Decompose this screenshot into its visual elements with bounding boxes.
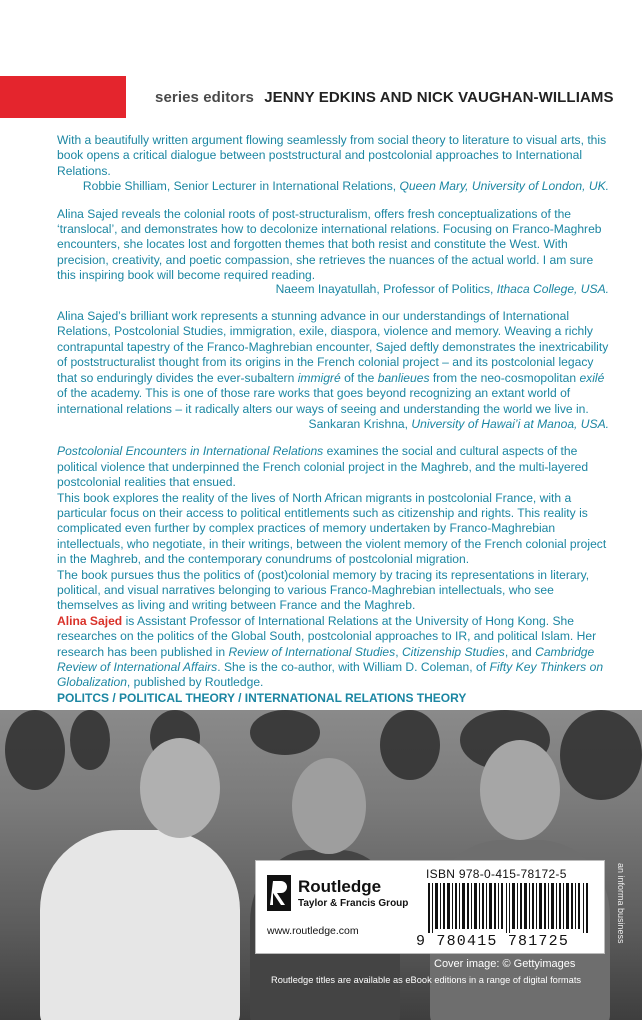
publisher-tagline: an informa business [616, 863, 626, 944]
subject-categories: POLITCS / POLITICAL THEORY / INTERNATIONAL RELATIONS THEORY [57, 690, 467, 705]
endorsement-2 [57, 207, 609, 297]
description-paragraph-3: The book pursues thus the politics of (post)colonial memory by tracing its representations in literary, political, and visual narratives belonging to various Franco-Maghrebian intellectuals, who see themselves as living and writing between France and the Maghreb. [57, 567, 590, 613]
routledge-logo-icon [267, 875, 291, 911]
endorsement-text: Alina Sajed reveals the colonial roots of post-structuralism, offers fresh conceptualizations of the ‘translocal’, and demonstrates how to decolonize international relations. Focusing on Franco-Maghreb encounters, she locates lost and forgotten themes that both resist and constitute the West. With precision, creativity, and poetic compassion, she retrieves the nuances of the actual world. I am sure this inspiring book will become required reading. [57, 206, 602, 283]
endorsement-attribution: Sankaran Krishna, University of Hawai’i at Manoa, USA. [308, 416, 609, 431]
author-name: Alina Sajed [57, 613, 123, 628]
book-title: Postcolonial Encounters in International Relations [57, 444, 324, 459]
author-bio: Alina Sajed is Assistant Professor of International Relations at the University of Hong Kong. She researches on the politics of the Global South, postcolonial approaches to IR, and political Islam. Her research has been published in Review of International Studies, Citizenship Studies, and Cambridge Review of International Affairs. She is the co-author, with William D. Coleman, of Fifty Key Thinkers on Globalization, published by Routledge. [57, 613, 604, 690]
endorsement-text: Alina Sajed’s brilliant work represents a stunning advance in our understandings of International Relations, Postcolonial Studies, immigration, exile, diaspora, violence and memory. Weaving a richly contrapuntal tapestry of the Franco-Maghrebian encounter, Sajed deftly demonstrates the inextricability of poststructuralist thought from its origins in the French colonial project – and its postcolonial legacy that so enduringly divides the ever-subaltern immigré of the banlieues from the neo-cosmopolitan exilé of the academy. This is one of those rare works that goes beyond recognizing an extant world of international relations – it radically alters our ways of seeing and understanding the world we live in. [57, 309, 609, 416]
cover-image-credit: Cover image: © Gettyimages [434, 958, 576, 970]
isbn-number: ISBN 978-0-415-78172-5 [426, 867, 567, 881]
series-editors-names: JENNY EDKINS AND NICK VAUGHAN-WILLIAMS [264, 89, 614, 106]
endorsement-text: With a beautifully written argument flowing seamlessly from social theory to literature to visual arts, this book opens a critical dialogue between poststructural and postcolonial approaches to International Relations. [57, 133, 607, 178]
endorsement-attribution: Robbie Shilliam, Senior Lecturer in International Relations, Queen Mary, University of London, UK. [82, 179, 609, 194]
publisher-group: Taylor & Francis Group [298, 898, 409, 909]
barcode [426, 883, 594, 933]
series-editors-label: series editors [155, 89, 254, 106]
publisher-name: Routledge [298, 877, 382, 896]
isbn-barcode-panel [255, 860, 605, 954]
ebook-availability-note: Routledge titles are available as eBook editions in a range of digital formats [271, 975, 582, 985]
endorsement-3 [57, 309, 609, 432]
red-accent-bar [0, 76, 126, 118]
series-editors-line [155, 89, 614, 106]
description-paragraph-1: Postcolonial Encounters in International Relations examines the social and cultural aspects of the political violence that underpinned the French colonial project in the Maghreb, and the multi-layered postcolonial realities that ensued. [57, 444, 589, 490]
barcode-number: 9 780415 781725 [416, 933, 570, 950]
description-paragraph-2: This book explores the reality of the lives of North African migrants in postcolonial France, with a particular focus on their access to political entitlements such as citizenship and rights. This reality is complicated even further by complex practices of memory undertaken by Franco-Maghrebian intellectuals, who negotiate, in their writings, between the violent memory of the French colonial project in the Maghreb, and the contemporary conundrums of postcolonial migration. [57, 490, 607, 567]
endorsement-1 [57, 133, 609, 195]
back-cover-content [57, 133, 609, 706]
publisher-url: www.routledge.com [267, 925, 359, 937]
endorsement-attribution: Naeem Inayatullah, Professor of Politics, Ithaca College, USA. [275, 281, 609, 296]
